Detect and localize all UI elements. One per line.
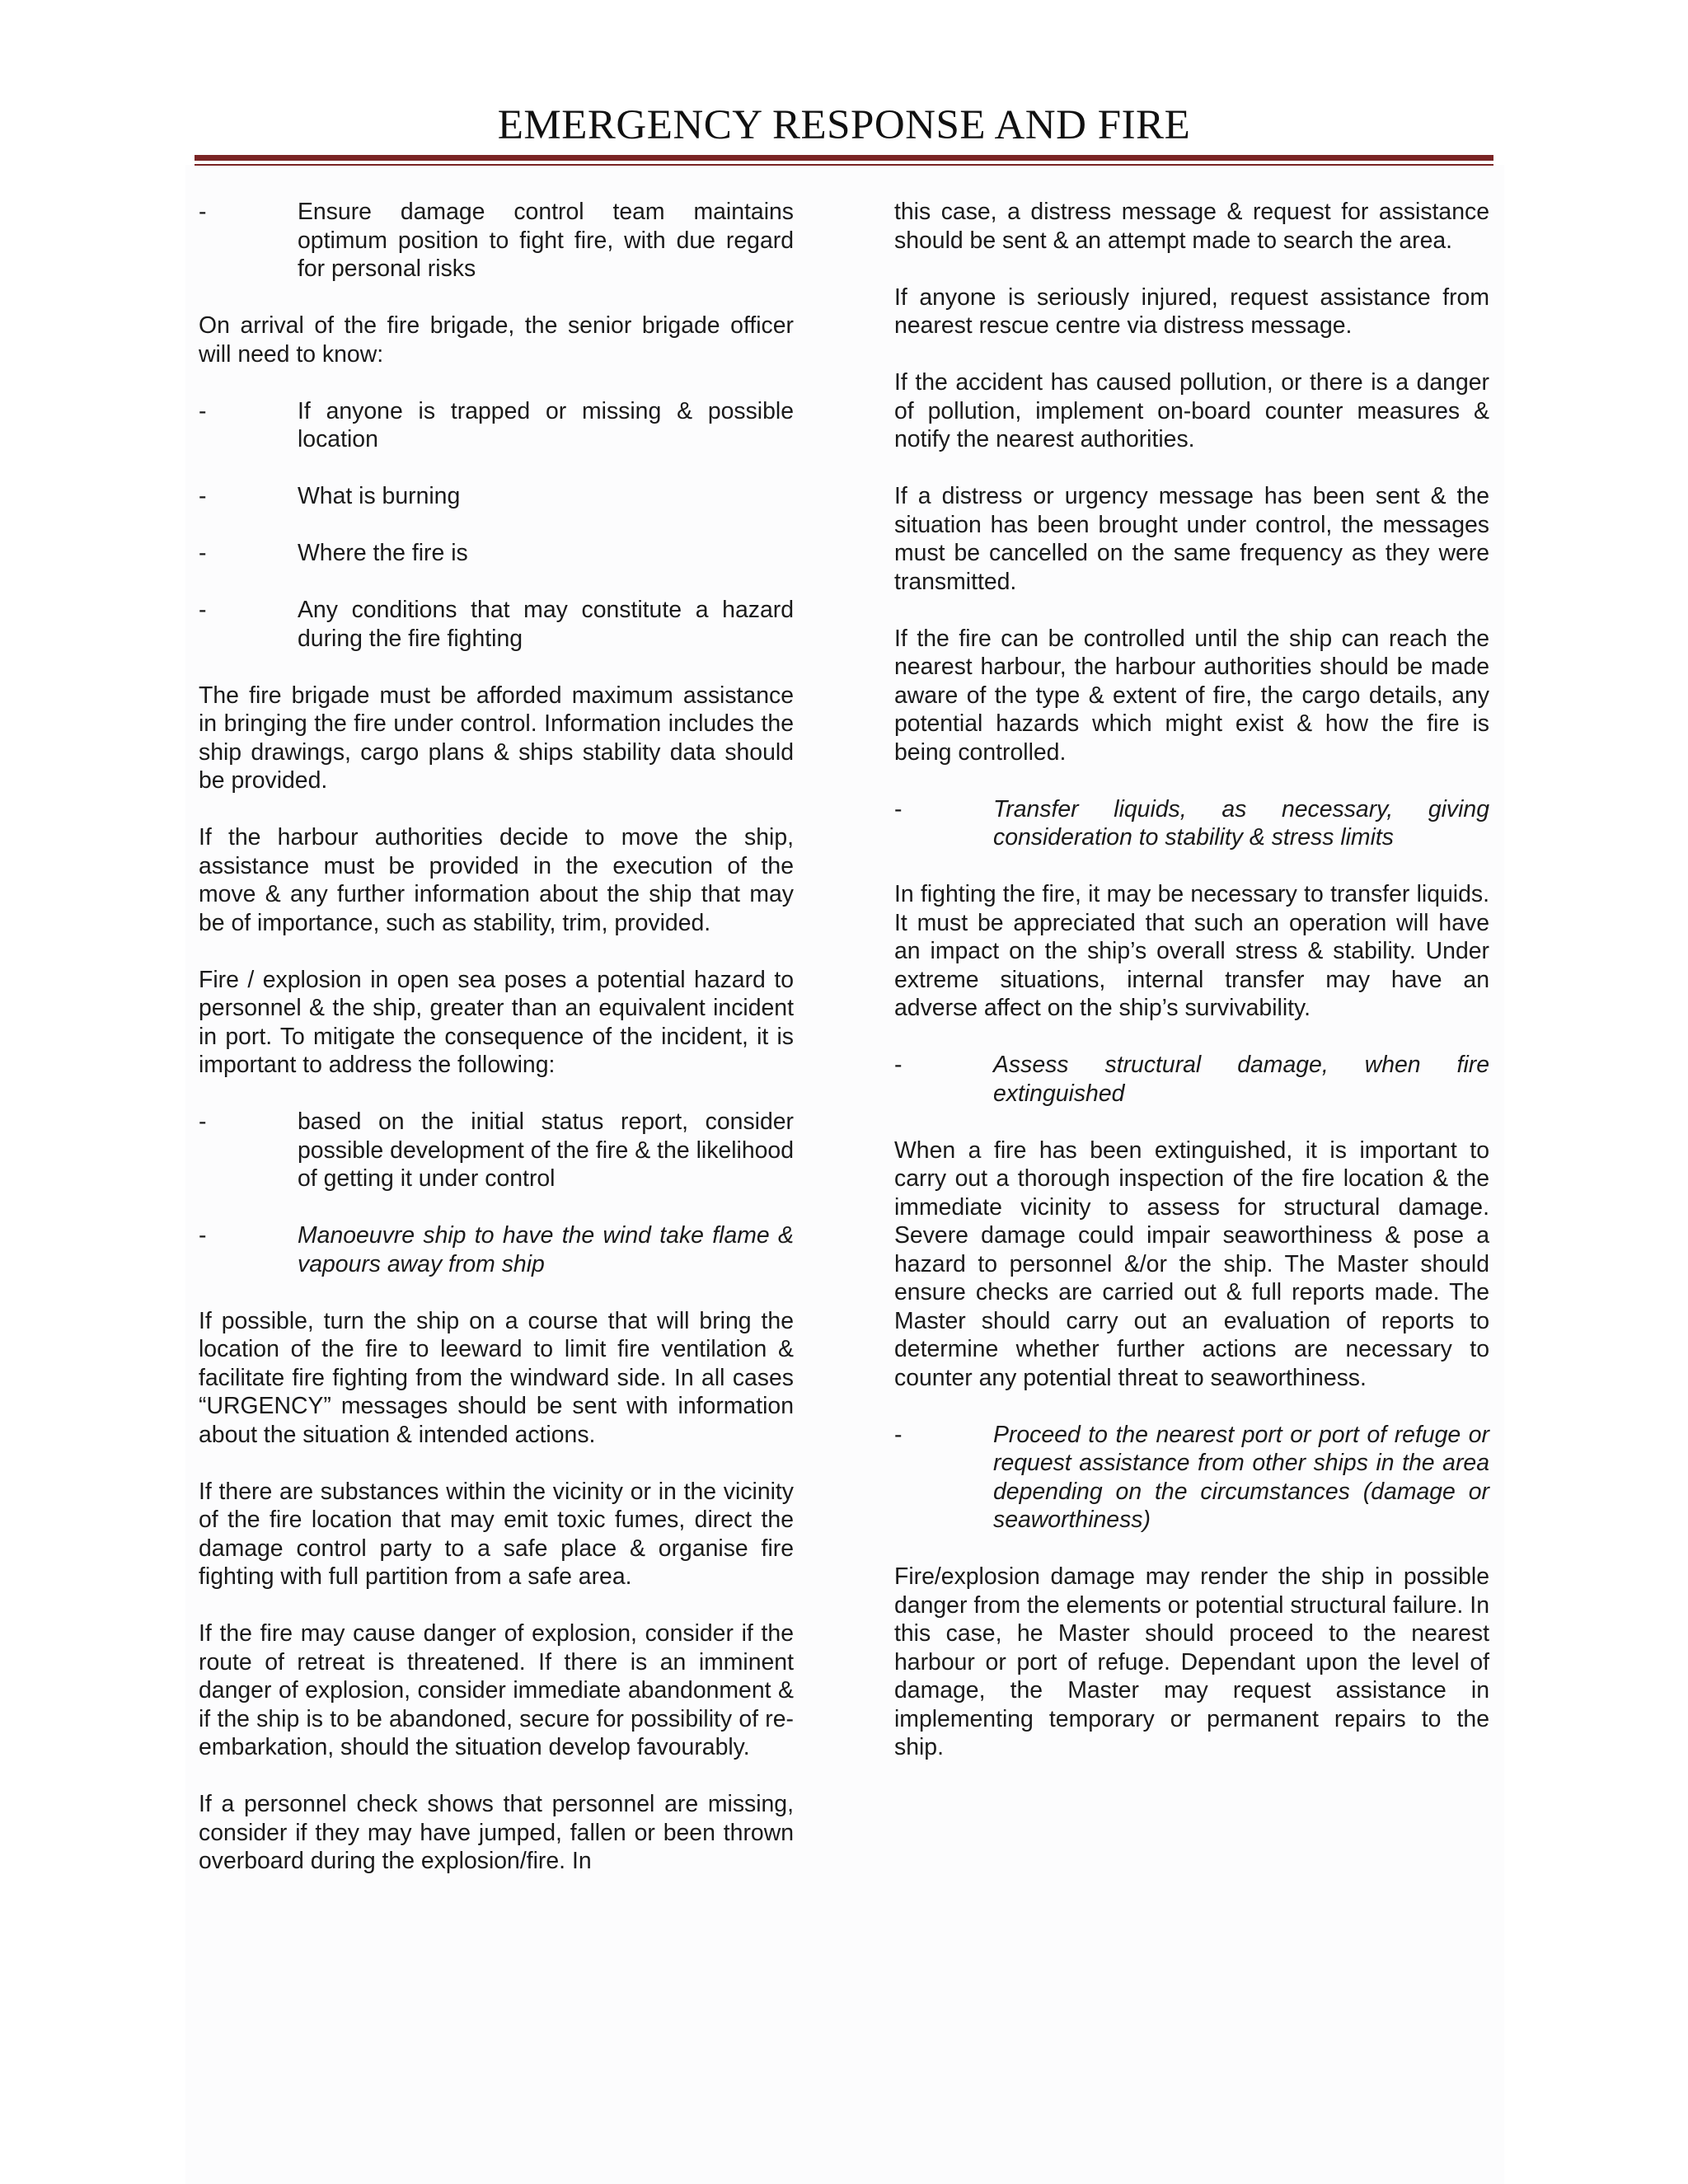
bullet-marker: - xyxy=(199,397,207,424)
paragraph: On arrival of the fire brigade, the senior brigade officer will need to know: xyxy=(199,312,794,368)
bullet-text: Manoeuvre ship to have the wind take flame & vapours away from ship xyxy=(298,1222,794,1277)
paragraph: The fire brigade must be afforded maximum assistance in bringing the fire under control. Information includes the ship drawings, cargo plans & ships stability data should be provided. xyxy=(199,682,794,794)
right-column xyxy=(894,198,1489,1790)
header-rule-thin xyxy=(195,164,1493,166)
paragraph: If the fire can be controlled until the ship can reach the nearest harbour, the harbour authorities should be made aware of the type & extent of fire, the cargo details, any potential hazards which might exist & how the fire is being controlled. xyxy=(894,625,1489,766)
paragraph: If the accident has caused pollution, or there is a danger of pollution, implement on-board counter measures & notify the nearest authorities. xyxy=(894,369,1489,452)
bullet-item xyxy=(199,397,794,454)
paragraph: this case, a distress message & request for assistance should be sent & an attempt made to search the area. xyxy=(894,199,1489,254)
paragraph: If anyone is seriously injured, request assistance from nearest rescue centre via distress message. xyxy=(894,284,1489,339)
bullet-item xyxy=(199,1221,794,1278)
paragraph: When a fire has been extinguished, it is important to carry out a thorough inspection of the fire location & the immediate vicinity to assess for structural damage. Severe damage could impair seaworthiness & pose a hazard to personnel &/or the ship. The Master should ensure checks are carried out & full reports made. The Master should carry out an evaluation of reports to determine whether further actions are necessary to counter any potential threat to seaworthiness. xyxy=(894,1137,1489,1391)
bullet-text: Ensure damage control team maintains optimum position to fight fire, with due regard for personal risks xyxy=(298,199,794,282)
bullet-item xyxy=(199,596,794,653)
bullet-marker: - xyxy=(894,795,903,823)
paragraph: If a distress or urgency message has been sent & the situation has been brought under control, the messages must be cancelled on the same frequency as they were transmitted. xyxy=(894,483,1489,595)
bullet-text: Where the fire is xyxy=(298,540,468,566)
paragraph: If the fire may cause danger of explosion, consider if the route of retreat is threatened. If there is an imminent danger of explosion, consider immediate abandonment & if the ship is to be abandoned, secure for possibility of re-embarkation, should the situation develop favourably. xyxy=(199,1620,794,1760)
bullet-marker: - xyxy=(199,1222,207,1249)
bullet-marker: - xyxy=(894,1052,903,1078)
bullet-item xyxy=(199,1108,794,1193)
paragraph: If a personnel check shows that personnel are missing, consider if they may have jumped, fallen or been thrown overboard during the explosion/fire. In xyxy=(199,1791,794,1874)
paragraph: Fire / explosion in open sea poses a potential hazard to personnel & the ship, greater than an equivalent incident in port. To mitigate the consequence of the incident, it is important to address the following: xyxy=(199,966,794,1078)
bullet-item xyxy=(894,1051,1489,1108)
bullet-text: Proceed to the nearest port or port of refuge or request assistance from other ships in the area depending on the circumstances (damage or seaworthiness) xyxy=(993,1421,1489,1533)
bullet-item xyxy=(199,539,794,568)
bullet-item xyxy=(894,1421,1489,1535)
bullet-marker: - xyxy=(894,1421,903,1448)
bullet-marker: - xyxy=(199,483,207,509)
bullet-text: Transfer liquids, as necessary, giving consideration to stability & stress limits xyxy=(993,795,1489,851)
page-title: EMERGENCY RESPONSE AND FIRE xyxy=(497,102,1191,148)
bullet-marker: - xyxy=(199,597,207,623)
paragraph: Fire/explosion damage may render the ship in possible danger from the elements or potential structural failure. In this case, he Master should proceed to the nearest harbour or port of refuge. Dependant upon the level of damage, the Master may request assistance in implementing temporary or permanent repairs to the ship. xyxy=(894,1563,1489,1760)
bullet-item xyxy=(199,482,794,511)
bullet-marker: - xyxy=(199,199,207,225)
paragraph: If there are substances within the vicinity or in the vicinity of the fire location that may emit toxic fumes, direct the damage control party to a safe place & organise fire fighting with full partition from a safe area. xyxy=(199,1478,794,1590)
bullet-item xyxy=(199,198,794,284)
paragraph: In fighting the fire, it may be necessary to transfer liquids. It must be appreciated that such an operation will have an impact on the ship’s overall stress & stability. Under extreme situations, internal transfer may have an adverse affect on the ship’s survivability. xyxy=(894,881,1489,1021)
bullet-item xyxy=(894,795,1489,852)
paragraph: If the harbour authorities decide to move the ship, assistance must be provided in the execution of the move & any further information about the ship that may be of importance, such as stability, trim, provided. xyxy=(199,824,794,936)
bullet-marker: - xyxy=(199,540,207,566)
paragraph: If possible, turn the ship on a course that will bring the location of the fire to leeward to limit fire ventilation & facilitate fire fighting from the windward side. In all cases “URGENCY” messages should be sent with information about the situation & intended actions. xyxy=(199,1307,794,1448)
bullet-text: What is burning xyxy=(298,483,461,509)
bullet-text: If anyone is trapped or missing & possible location xyxy=(298,397,794,452)
bullet-text: Assess structural damage, when fire extinguished xyxy=(993,1052,1489,1107)
bullet-text: based on the initial status report, consider possible development of the fire & the likelihood of getting it under control xyxy=(298,1108,794,1192)
left-column xyxy=(199,198,794,1904)
bullet-marker: - xyxy=(199,1108,207,1135)
bullet-text: Any conditions that may constitute a hazard during the fire fighting xyxy=(298,597,794,652)
header-rule-thick xyxy=(195,155,1493,161)
